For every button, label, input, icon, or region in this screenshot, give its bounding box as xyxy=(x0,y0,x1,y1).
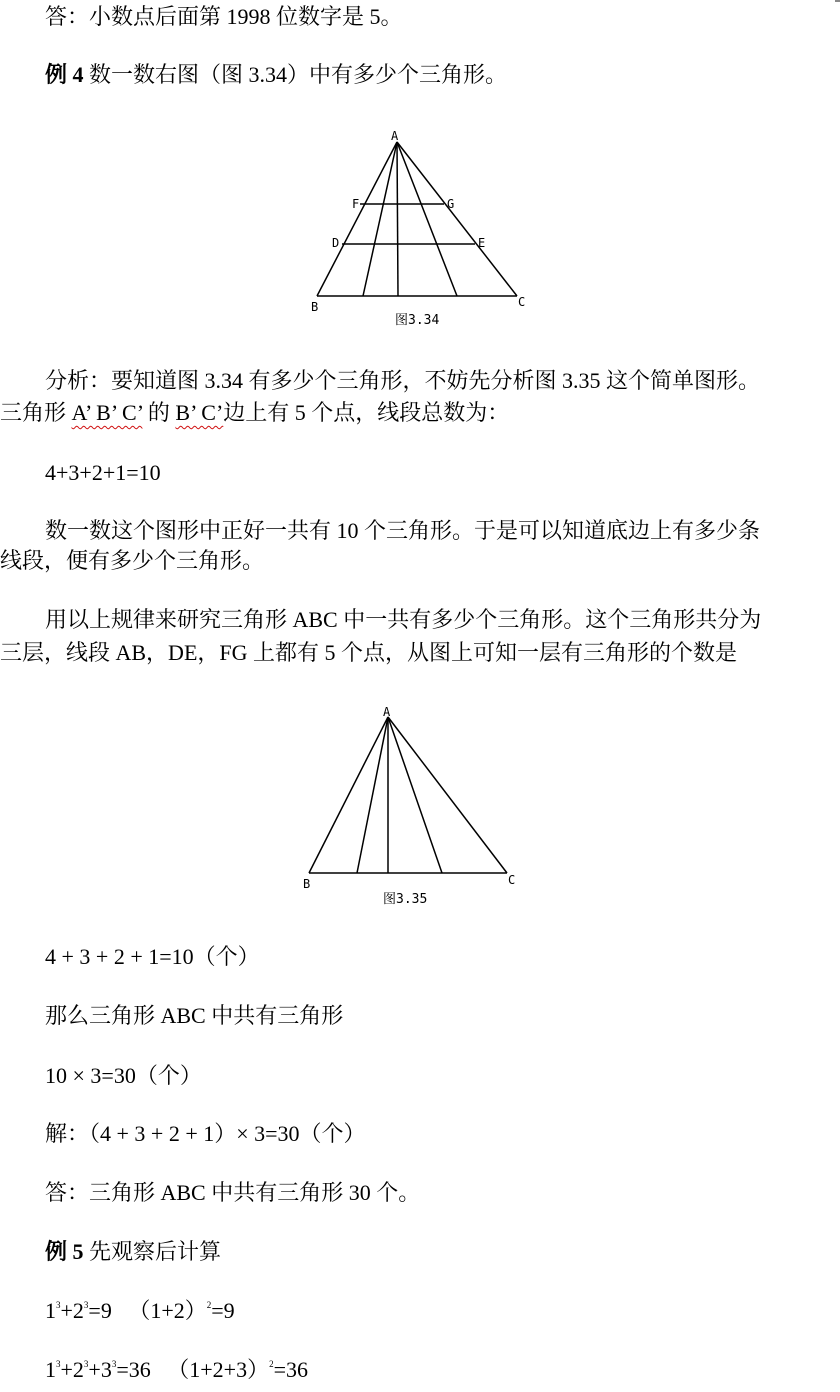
f2-term: =36 xyxy=(273,1357,309,1382)
analysis-line-2 xyxy=(0,398,840,428)
f1-term: 1 xyxy=(45,1298,56,1323)
f1-term: +2 xyxy=(60,1298,84,1323)
f2-sup: 3 xyxy=(111,1359,117,1369)
cevian-3 xyxy=(388,717,442,873)
label-c: C xyxy=(518,295,526,309)
analysis-text-a: 三角形 xyxy=(0,400,67,425)
label-b: B xyxy=(311,300,319,314)
analysis-text-e: 边上有 5 个点，线段总数为： xyxy=(223,400,510,425)
f1-term: （1+2） xyxy=(128,1298,207,1323)
equation-2: 4 + 3 + 2 + 1=10（个） xyxy=(45,944,260,969)
f2-sup: 3 xyxy=(56,1359,61,1369)
side-ac xyxy=(397,142,517,296)
f1-sup: 2 xyxy=(206,1300,212,1310)
count-line-2: 线段，便有多少个三角形。 xyxy=(0,548,265,573)
f2-sup: 3 xyxy=(83,1359,89,1369)
f2-term: 1 xyxy=(45,1357,56,1382)
side-ab xyxy=(317,142,397,296)
rule-line-1: 用以上规律来研究三角形 ABC 中一共有多少个三角形。这个三角形共分为 xyxy=(45,607,762,632)
example-4-text: 数一数右图（图 3.34）中有多少个三角形。 xyxy=(89,62,508,87)
label-b: B xyxy=(303,877,311,891)
figure-3-34-caption: 图3.34 xyxy=(395,313,440,328)
side-ac xyxy=(388,717,507,873)
then-line: 那么三角形 ABC 中共有三角形 xyxy=(45,1003,344,1028)
label-e: E xyxy=(478,236,486,250)
equation-3: 10 × 3=30（个） xyxy=(45,1063,202,1088)
f1-term: =9 xyxy=(211,1298,235,1323)
f1-sup: 3 xyxy=(83,1300,89,1310)
spell-marked-abc: A’ B’ C’ xyxy=(71,400,143,425)
spell-marked-bc: B’ C’ xyxy=(175,400,224,425)
analysis-line-1: 分析：要知道图 3.34 有多少个三角形，不妨先分析图 3.35 这个简单图形。 xyxy=(45,368,761,393)
analysis-text-c: 的 xyxy=(147,400,170,425)
f2-sup: 2 xyxy=(269,1359,274,1369)
label-f: F xyxy=(352,197,360,211)
equation-1: 4+3+2+1=10 xyxy=(45,460,161,485)
formula-2 xyxy=(45,1355,840,1385)
cevian-3 xyxy=(397,142,457,296)
cevian-1 xyxy=(363,142,397,296)
example-5-heading xyxy=(45,1237,840,1267)
f2-term: （1+2+3） xyxy=(167,1357,270,1382)
solution-line: 解：（4 + 3 + 2 + 1）× 3=30（个） xyxy=(45,1121,366,1146)
label-g: G xyxy=(447,197,455,211)
cevian-2 xyxy=(397,142,398,296)
example-5-text: 先观察后计算 xyxy=(89,1239,222,1264)
figure-3-34 xyxy=(300,120,540,335)
f2-term: +3 xyxy=(88,1357,112,1382)
example-4-heading xyxy=(45,60,840,90)
figure-3-35-caption: 图3.35 xyxy=(383,892,428,907)
example-5-label: 例 5 xyxy=(45,1239,84,1264)
f1-term: =9 xyxy=(88,1298,112,1323)
rule-line-2: 三层，线段 AB，DE，FG 上都有 5 个点，从图上可知一层有三角形的个数是 xyxy=(0,640,738,665)
count-line-1: 数一数这个图形中正好一共有 10 个三角形。于是可以知道底边上有多少条 xyxy=(45,518,761,543)
f2-term: +2 xyxy=(60,1357,84,1382)
example-4-label: 例 4 xyxy=(45,62,84,87)
answer-line-2: 答：三角形 ABC 中共有三角形 30 个。 xyxy=(45,1180,421,1205)
label-d: D xyxy=(332,236,340,250)
f1-sup: 3 xyxy=(56,1300,61,1310)
answer-line-1: 答：小数点后面第 1998 位数字是 5。 xyxy=(45,4,403,29)
cevian-1 xyxy=(357,717,388,873)
label-a: A xyxy=(391,129,399,143)
formula-1 xyxy=(45,1296,840,1326)
f2-term: =36 xyxy=(116,1357,151,1382)
figure-3-35 xyxy=(295,700,535,915)
label-c: C xyxy=(508,873,516,887)
label-a: A xyxy=(383,705,391,719)
side-ab xyxy=(309,717,388,873)
